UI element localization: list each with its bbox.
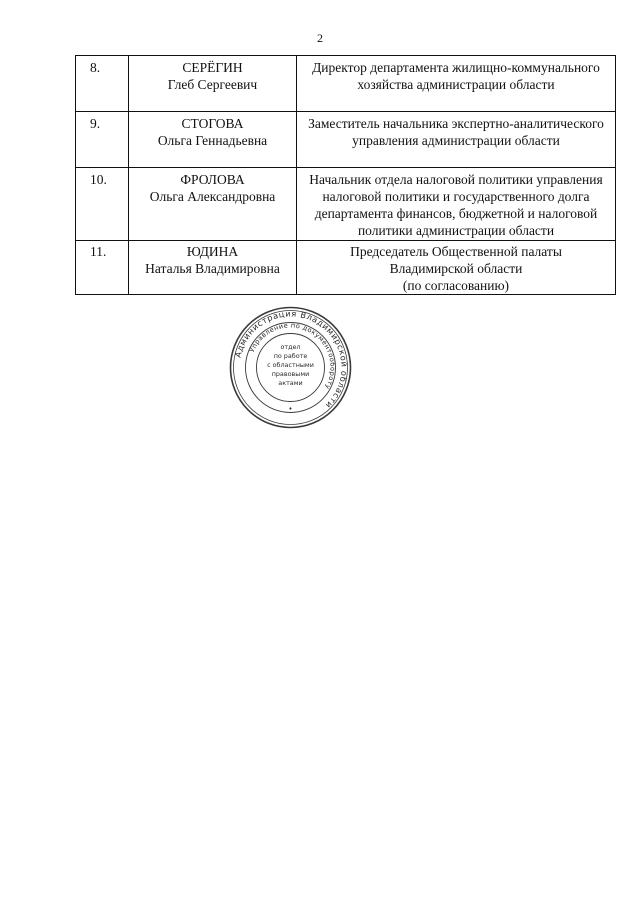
row-number: 9. xyxy=(76,112,129,168)
members-table xyxy=(75,55,616,295)
position-line: налоговой политики и государственного долга xyxy=(322,189,590,204)
table-row xyxy=(76,168,616,241)
stamp-center-line: отдел xyxy=(280,343,301,351)
stamp-star-mark: • xyxy=(288,405,293,413)
member-name-cell xyxy=(129,56,297,112)
position-line: управления администрации области xyxy=(352,133,560,148)
member-position-cell xyxy=(297,168,616,241)
member-name-cell xyxy=(129,168,297,241)
table-row xyxy=(76,241,616,295)
member-position-cell xyxy=(297,112,616,168)
position-line: хозяйства администрации области xyxy=(357,77,555,92)
position-line: Председатель Общественной палаты xyxy=(350,244,562,259)
stamp-inner-text: Управление по документообороту xyxy=(247,321,337,391)
stamp-center-line: правовыми xyxy=(271,370,310,378)
position-line: политики администрации области xyxy=(357,223,555,238)
member-surname: СТОГОВА xyxy=(181,116,244,131)
stamp-center-line: актами xyxy=(278,379,303,387)
member-name-cell xyxy=(129,112,297,168)
stamp-center-line: по работе xyxy=(273,352,308,360)
row-number: 8. xyxy=(76,56,129,112)
member-position-cell xyxy=(297,56,616,112)
row-number: 10. xyxy=(76,168,129,241)
position-line: Заместитель начальника экспертно-аналитического xyxy=(308,116,604,131)
member-surname: ФРОЛОВА xyxy=(180,172,245,187)
official-stamp xyxy=(228,305,353,430)
stamp-center-line: с областными xyxy=(267,361,314,369)
position-line: Начальник отдела налоговой политики управления xyxy=(309,172,603,187)
position-line: Владимирской области xyxy=(389,261,523,276)
table-row xyxy=(76,56,616,112)
member-position-cell xyxy=(297,241,616,295)
stamp-outer-text: Администрация Владимирской области xyxy=(232,308,350,411)
table-row xyxy=(76,112,616,168)
position-line: Директор департамента жилищно-коммунального xyxy=(312,60,600,75)
position-line: департамента финансов, бюджетной и налоговой xyxy=(314,206,598,221)
member-given-names: Ольга Геннадьевна xyxy=(157,133,268,148)
row-number: 11. xyxy=(76,241,129,295)
page-number: 2 xyxy=(317,31,323,45)
member-given-names: Ольга Александровна xyxy=(149,189,276,204)
member-surname: СЕРЁГИН xyxy=(182,60,243,75)
member-given-names: Наталья Владимировна xyxy=(145,261,280,276)
position-line: (по согласованию) xyxy=(402,278,510,293)
member-given-names: Глеб Сергеевич xyxy=(167,77,258,92)
member-name-cell xyxy=(129,241,297,295)
member-surname: ЮДИНА xyxy=(186,244,239,259)
